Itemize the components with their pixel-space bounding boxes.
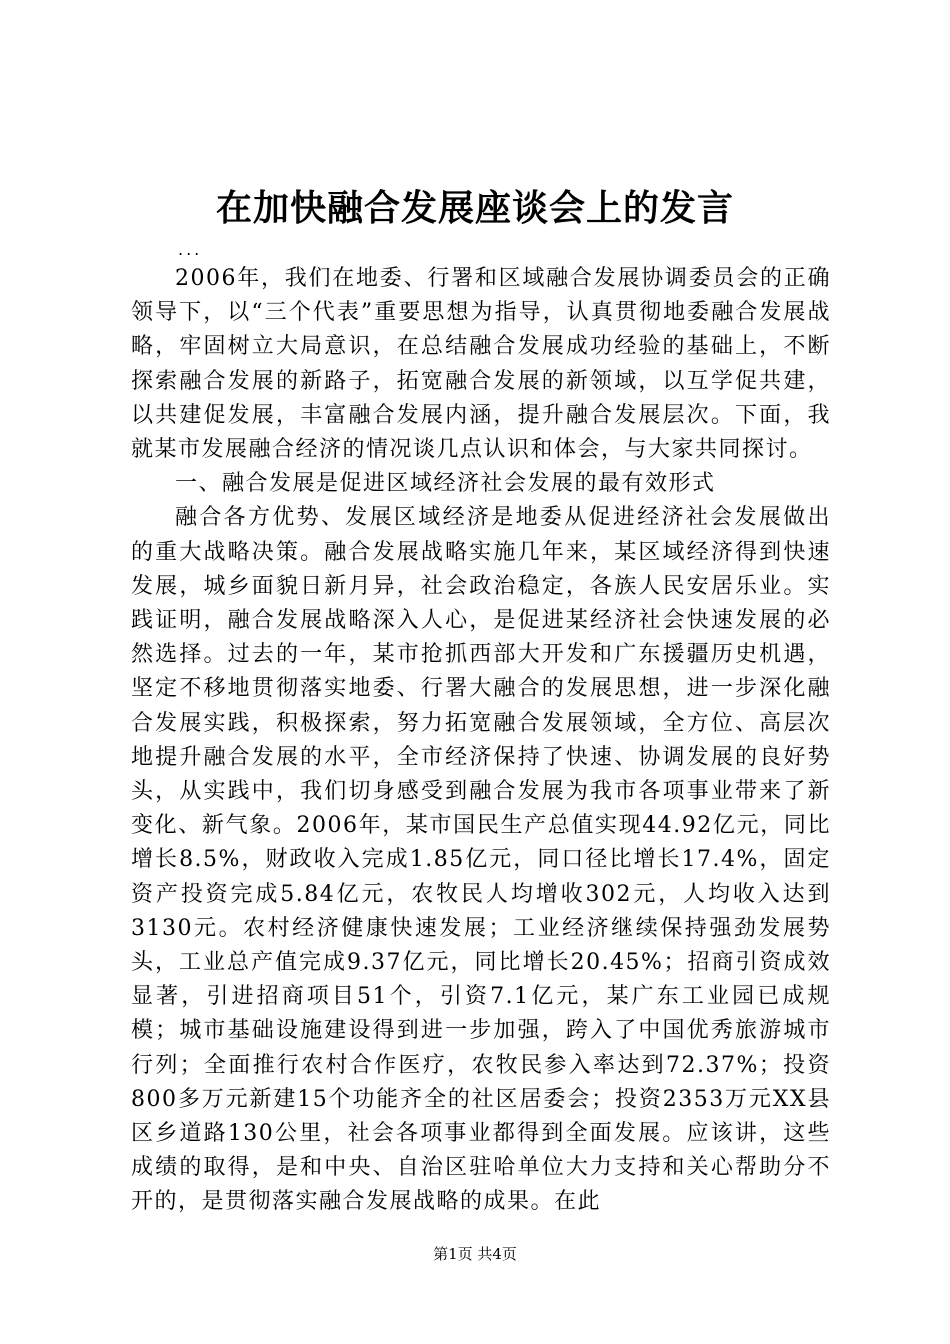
document-title: 在加快融合发展座谈会上的发言 [215, 187, 734, 229]
section-heading-1: 一、融合发展是促进区域经济社会发展的最有效形式 [175, 471, 716, 497]
page-number-footer: 第1页 共4页 [433, 1245, 517, 1263]
document-body [131, 262, 831, 1220]
paragraph-intro: 2006年，我们在地委、行署和区域融合发展协调委员会的正确领导下，以“三个代表”重要思想为指导，认真贯彻地委融合发展战略，牢固树立大局意识，在总结融合发展成功经验的基础上，不断探索融合发展的新路子，拓宽融合发展的新领域，以互学促共建，以共建促发展，丰富融合发展内涵，提升融合发展层次。下面，我就某市发展融合经济的情况谈几点认识和体会，与大家共同探讨。 [131, 266, 831, 463]
ellipsis-marker: ... [178, 240, 203, 259]
paragraph-section-1: 融合各方优势、发展区域经济是地委从促进经济社会发展做出的重大战略决策。融合发展战略实施几年来，某区域经济得到快速发展，城乡面貌日新月异，社会政治稳定，各族人民安居乐业。实践证明，融合发展战略深入人心，是促进某经济社会快速发展的必然选择。过去的一年，某市抢抓西部大开发和广东援疆历史机遇，坚定不移地贯彻落实地委、行署大融合的发展思想，进一步深化融合发展实践，积极探索，努力拓宽融合发展领域，全方位、高层次地提升融合发展的水平，全市经济保持了快速、协调发展的良好势头，从实践中，我们切身感受到融合发展为我市各项事业带来了新变化、新气象。2006年，某市国民生产总值实现44.92亿元，同比增长8.5%，财政收入完成1.85亿元，同口径比增长17.4%，固定资产投资完成5.84亿元，农牧民人均增收302元，人均收入达到3130元。农村经济健康快速发展；工业经济继续保持强劲发展势头，工业总产值完成9.37亿元，同比增长20.45%；招商引资成效显著，引进招商项目51个，引资7.1亿元，某广东工业园已成规模；城市基础设施建设得到进一步加强，跨入了中国优秀旅游城市行列；全面推行农村合作医疗，农牧民参入率达到72.37%；投资800多万元新建15个功能齐全的社区居委会；投资2353万元XX县区乡道路130公里，社会各项事业都得到全面发展。应该讲，这些成绩的取得，是和中央、自治区驻哈单位大力支持和关心帮助分不开的，是贯彻落实融合发展战略的成果。在此 [131, 505, 831, 1215]
